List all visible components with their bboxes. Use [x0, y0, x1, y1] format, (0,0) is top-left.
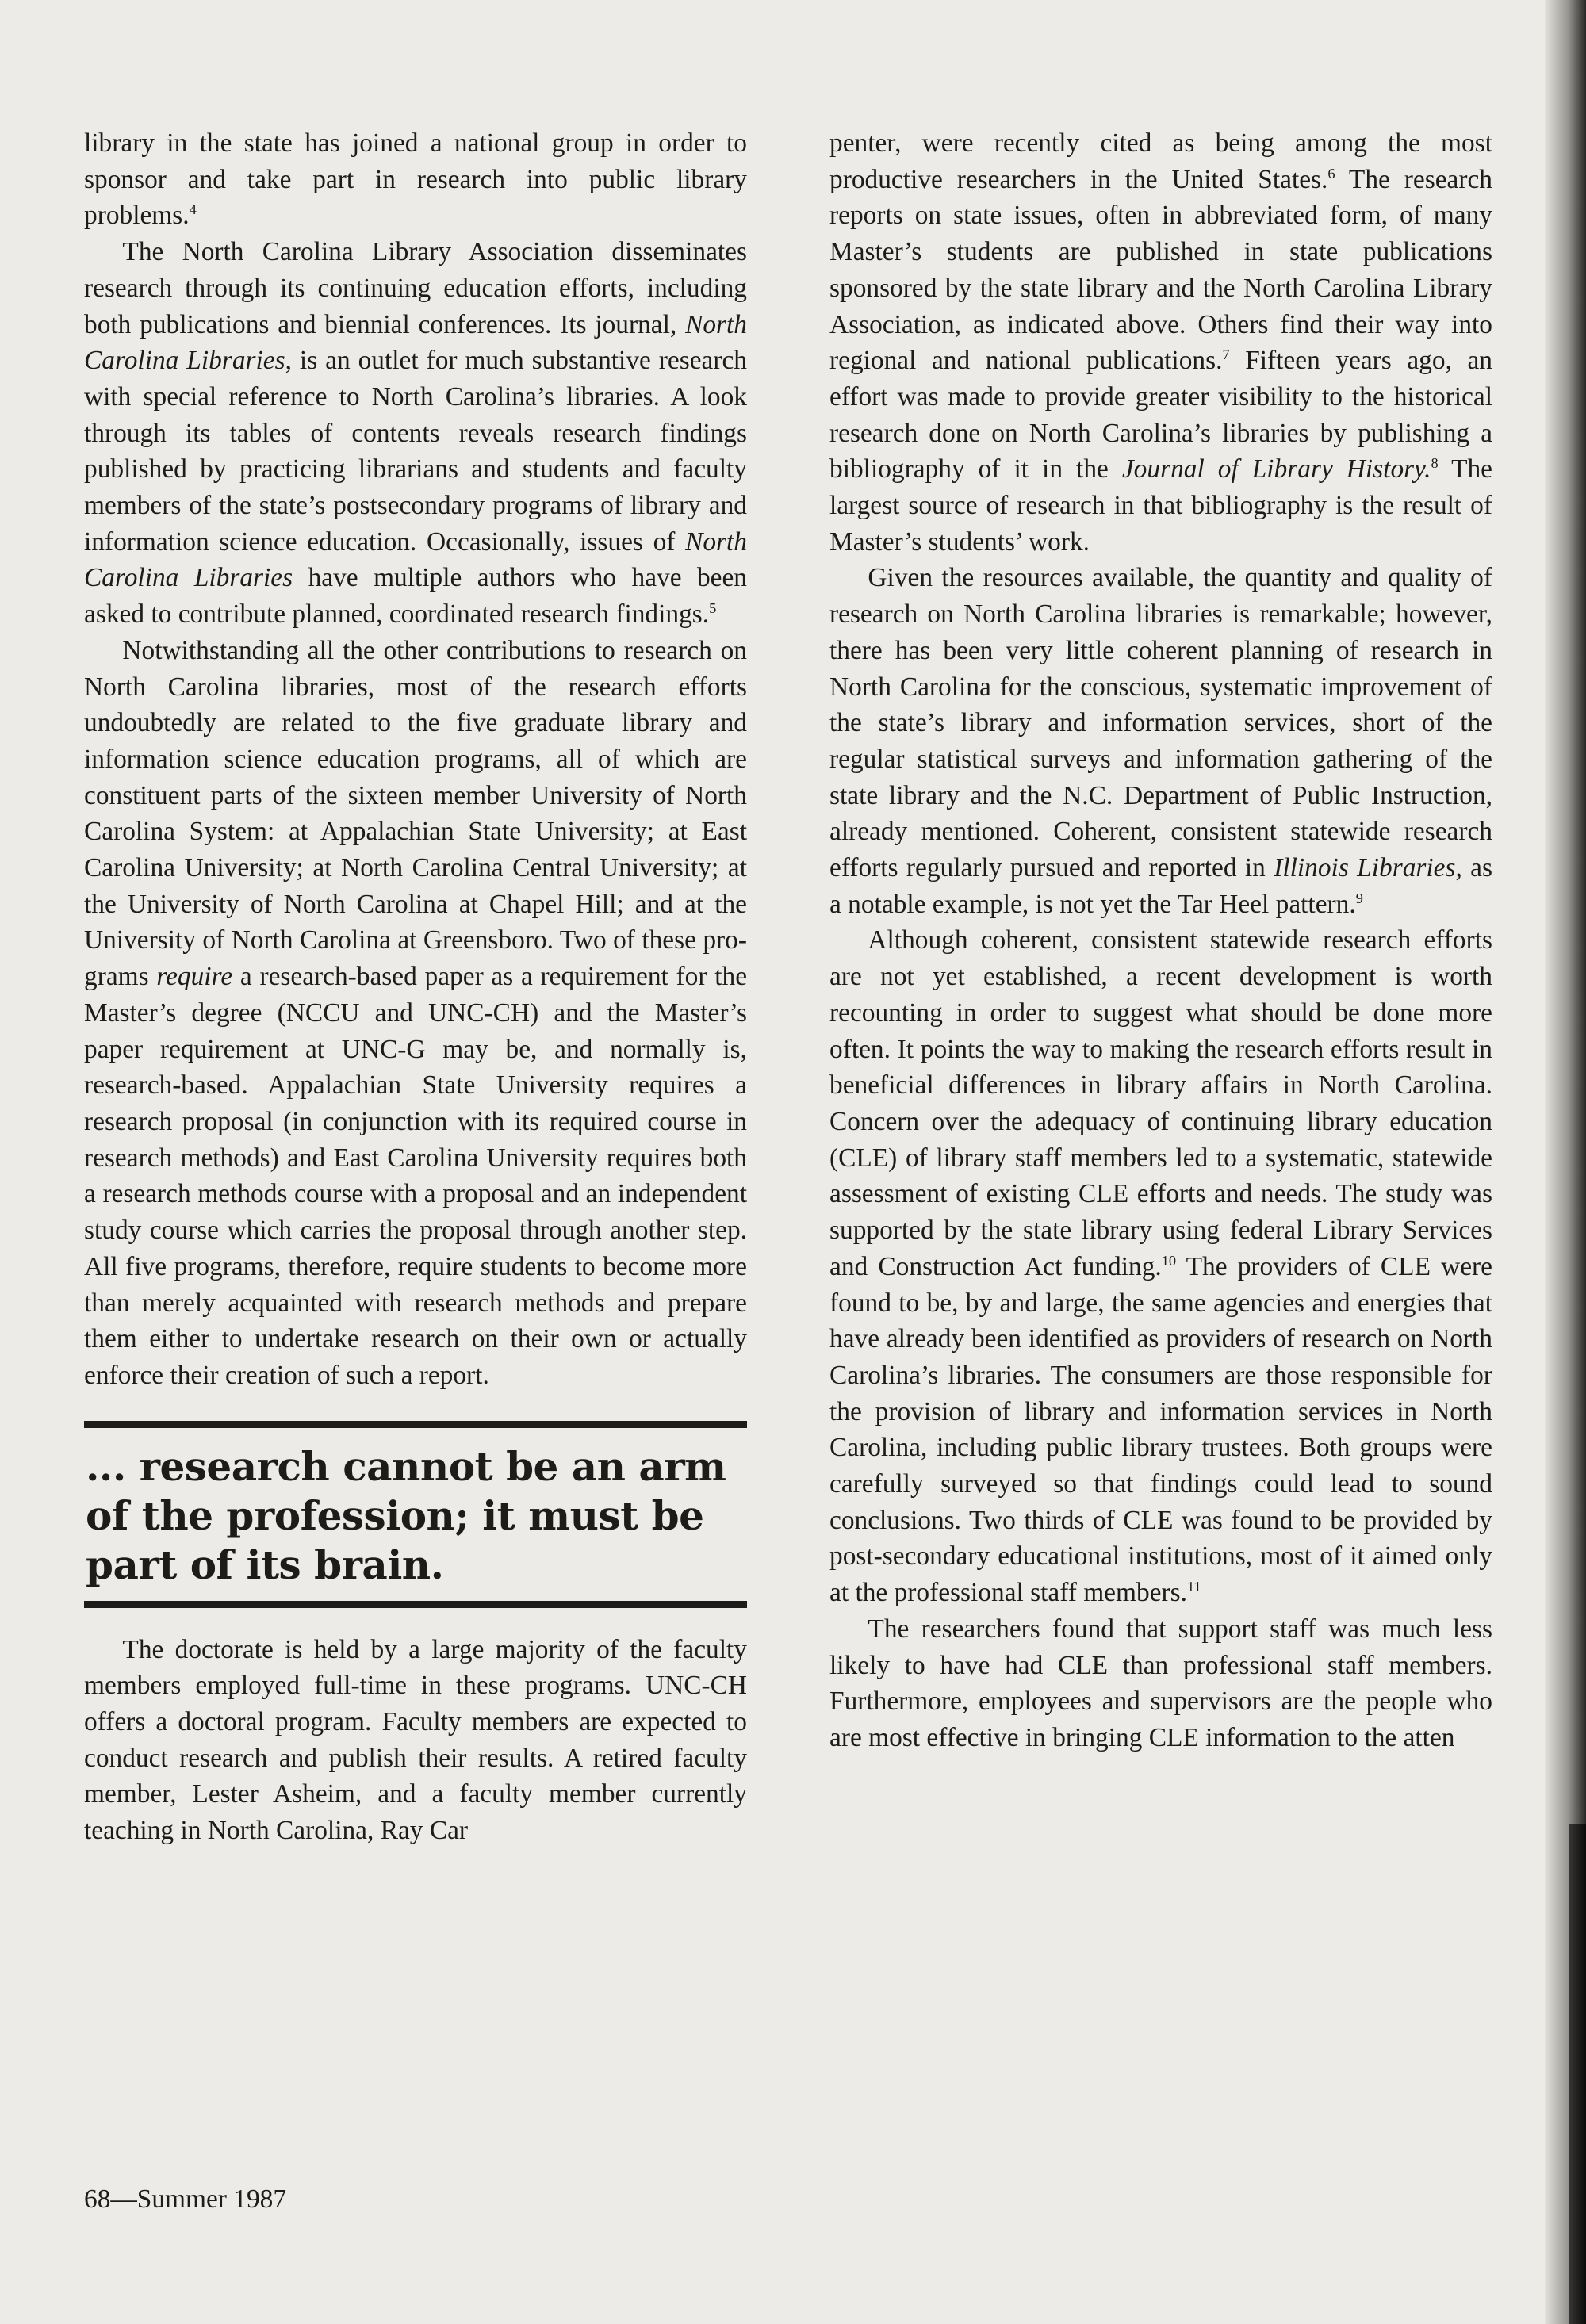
journal-title: Illinois Libraries [1274, 853, 1456, 883]
paragraph [829, 1611, 1492, 1756]
journal-title: Journal of Library History. [1121, 454, 1431, 484]
footnote-ref: 8 [1431, 455, 1439, 472]
paragraph [84, 633, 747, 1394]
text: library in the state has joined a national group in order to sponsor and take part in research into public library problems. [84, 128, 747, 231]
text: have multiple authors who have been asked to contribute planned, coordinated research findings. [84, 563, 748, 630]
paragraph [84, 125, 747, 234]
text: , is an outlet for much substantive research with special reference to North Carolina’s libraries. A look through its tables of contents reveals research findings published by practicing librarians and students and faculty members of the state’s postsecondary programs of library and information science education. Occasionally, issues of [84, 346, 747, 557]
pull-quote-rule-top [84, 1421, 747, 1428]
binding-edge [1569, 1824, 1586, 2324]
pull-quote: ... research cannot be an arm of the profession; it must be part of its brain. [86, 1442, 726, 1588]
emphasis: require [156, 962, 233, 992]
footnote-ref: 6 [1327, 165, 1335, 182]
page-folio: 68—Summer 1987 [84, 2184, 287, 2214]
journal-title: North Carolina Libraries [84, 309, 747, 376]
footnote-ref: 11 [1186, 1579, 1201, 1595]
pull-quote-rule-bottom [84, 1601, 747, 1608]
paragraph [829, 125, 1492, 560]
journal-title: North Carolina Libraries [84, 526, 747, 593]
text: The doctorate is held by a large majority of the faculty members employed full-time in these programs. UNC-CH offers a doctoral program. Faculty members are expected to conduct research and publish their results. A retired faculty member, Lester Asheim, and a faculty member currently teaching in North Carolina, Ray Car [84, 1634, 747, 1846]
text: Fifteen years ago, an effort was made to provide greater visibility to the historical research done on North Carolina’s libraries by publishing a bibliography of it in the [829, 346, 1492, 484]
paragraph [84, 234, 747, 633]
text: a research-based paper as a requirement for the Master’s degree (NCCU and UNC-CH) and the Master’s paper requirement at UNC-G may be, and normally is, research-based. Appalachian State University requires a research proposal (in conjunction with its required course in research methods) and East Carolina University requires both a research methods course with a proposal and an independent study course which carries the proposal through another step. All five programs, therefore, require students to become more than merely acquainted with research methods and prepare them either to undertake research on their own or actually enforce their creation of such a report. [84, 962, 748, 1390]
left-column [84, 125, 747, 1849]
footnote-ref: 9 [1355, 890, 1363, 906]
text: The providers of CLE were found to be, by and large, the same agencies and energies that have already been identified as providers of research on North Carolina’s libraries. The consumers are those responsible for the provision of library and information services in North Carolina, including public library trustees. Both groups were carefully surveyed so that findings could lead to sound conclusions. Two thirds of CLE was found to be provided by post-secondary educational institutions, most of it aimed only at the professional staff members. [829, 1251, 1492, 1608]
footnote-ref: 4 [189, 201, 197, 218]
text: penter, were recently cited as being among the most productive researchers in the United States. [829, 128, 1492, 194]
text: Although coherent, consistent statewide research efforts are not yet established, a recent development is worth recounting in order to suggest what should be done more often. It points the way to making the research efforts result in beneficial differences in library affairs in North Carolina. Concern over the adequacy of continuing library education (CLE) of library staff members led to a systematic, statewide assessment of existing CLE efforts and needs. The study was supported by the state library using federal Library Services and Construction Act funding. [829, 925, 1492, 1281]
paragraph [829, 922, 1492, 1610]
footnote-ref: 5 [709, 600, 717, 617]
text: The North Carolina Library Association disseminates research through its continuing education efforts, including both publications and biennial conferences. Its journal, [84, 237, 747, 339]
paragraph [84, 1632, 747, 1849]
text: The researchers found that support staff was much less likely to have had CLE than professional staff members. Furthermore, employees and supervisors are the people who are most effective in bringing CLE information to the atten [829, 1614, 1492, 1752]
footnote-ref: 10 [1161, 1252, 1177, 1269]
text: The research reports on state issues, often in abbreviated form, of many Master’s students are published in state publications sponsored by the state library and the North Carolina Library Association, as indicated above. Others find their way into regional and national publications. [829, 164, 1492, 376]
footnote-ref: 7 [1222, 346, 1230, 363]
text: , as a notable example, is not yet the Tar Heel pattern. [829, 853, 1492, 919]
text: Given the resources available, the quantity and quality of research on North Carolina libraries is remarkable; however, there has been very little coherent planning of research in North Carolina for the conscious, systematic improvement of the state’s library and information services, short of the regular statistical surveys and information gathering of the state library and the N.C. Department of Public Instruction, already mentioned. Coherent, consistent statewide research efforts regularly pursued and reported in [829, 563, 1492, 883]
text: Notwithstanding all the other contributions to research on North Carolina libraries, most of the research efforts undoubtedly are related to the five graduate library and information science education programs, all of which are constituent parts of the sixteen member University of North Carolina System: at Appalachian State University; at East Carolina University; at North Carolina Central University; at the University of North Carolina at Chapel Hill; and at the University of North Carolina at Greensboro. Two of these programs [84, 635, 747, 992]
paragraph [829, 560, 1492, 922]
right-column [829, 125, 1492, 1756]
text: The largest source of research in that bibliography is the result of Master’s students’ work. [829, 454, 1492, 557]
